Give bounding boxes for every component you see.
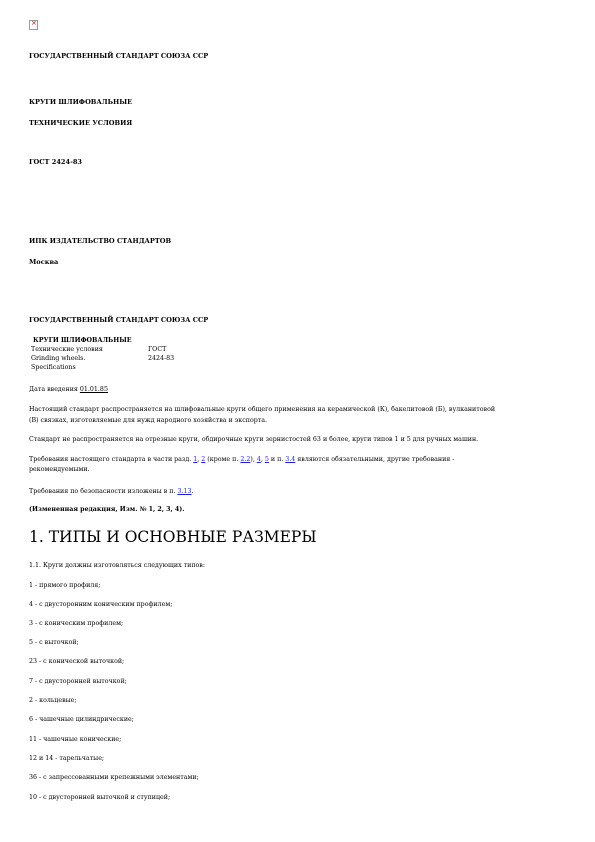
list-item: 23 - с конической выточкой; [29, 658, 125, 665]
intro-paragraph-2: Стандарт не распространяется на отрезные круги, обдирочные круги зернистостей 63 и более, круги типов 1 и 5 для ручных машин. [29, 436, 479, 443]
p3-text-e: и п. [268, 456, 286, 463]
p3-text-a: Требования настоящего стандарта в части разд. [29, 456, 194, 463]
link-section-1[interactable]: 1 [193, 456, 198, 463]
document-subtitle: ТЕХНИЧЕСКИЕ УСЛОВИЯ [29, 119, 133, 127]
title-block-line3-left: Specifications [31, 364, 76, 371]
gost-number: ГОСТ 2424-83 [29, 158, 83, 166]
title-block-name: КРУГИ ШЛИФОВАЛЬНЫЕ [33, 337, 132, 344]
title-block-state-standard: ГОСУДАРСТВЕННЫЙ СТАНДАРТ СОЮЗА ССР [29, 316, 209, 324]
link-section-5[interactable]: 5 [264, 456, 269, 463]
link-clause-3-4[interactable]: 3.4 [285, 456, 296, 463]
city: Москва [29, 258, 59, 266]
list-item: 12 и 14 - тарельчатые; [29, 755, 105, 762]
list-item: 6 - чашечные цилиндрические; [29, 716, 134, 723]
list-item: 10 - с двусторонней выточкой и ступицей; [29, 794, 171, 801]
link-clause-3-13[interactable]: 3.13 [177, 488, 192, 495]
intro-date [29, 386, 108, 394]
document-title: КРУГИ ШЛИФОВАЛЬНЫЕ [29, 98, 133, 106]
section-1-heading: 1. ТИПЫ И ОСНОВНЫЕ РАЗМЕРЫ [29, 528, 317, 546]
p4-text-a: Требования по безопасности изложены в п. [29, 488, 178, 495]
p3-text-c: ), [250, 456, 257, 463]
intro-paragraph-1b: (В) связках, изготовляемые для нужд народного хозяйства и экспорта. [29, 417, 267, 424]
title-block-line1-left: Технические условия [31, 346, 103, 353]
section-1-lead: 1.1. Круги должны изготовляться следующих типов: [29, 562, 205, 569]
intro-paragraph-1: Настоящий стандарт распространяется на шлифовальные круги общего применения на керамической (К), бакелитовой (Б), вулканитовой [29, 406, 496, 413]
title-block-line2-left: Grinding wheels. [31, 355, 86, 362]
list-item: 11 - чашечные конические; [29, 736, 122, 743]
state-standard-header: ГОСУДАРСТВЕННЫЙ СТАНДАРТ СОЮЗА ССР [29, 52, 209, 60]
list-item: 2 - кольцевые; [29, 697, 77, 704]
p3-text-d: , [260, 456, 265, 463]
list-item: 5 - с выточкой; [29, 639, 79, 646]
link-section-2[interactable]: 2 [201, 456, 206, 463]
p3-comma: , [197, 456, 202, 463]
p4-text-b: . [191, 488, 194, 495]
broken-image-icon [29, 20, 38, 30]
list-item: 3 - с коническим профилем; [29, 620, 124, 627]
intro-date-label: Дата введения [29, 386, 80, 393]
title-block-line2-right: 2424-83 [148, 355, 175, 362]
list-item: 1 - прямого профиля; [29, 582, 101, 589]
list-item: 4 - с двусторонним коническим профилем; [29, 601, 173, 608]
p3-text-f: являются обязательными, другие требования - [295, 456, 455, 463]
amendment-note: (Измененная редакция, Изм. № 1, 2, 3, 4). [29, 506, 185, 513]
intro-paragraph-4 [29, 488, 194, 496]
publisher: ИПК ИЗДАТЕЛЬСТВО СТАНДАРТОВ [29, 237, 172, 245]
title-block-line1-right: ГОСТ [148, 346, 167, 353]
list-item: 7 - с двусторонней выточкой; [29, 678, 127, 685]
p3-text-b: (кроме п. [205, 456, 241, 463]
link-section-4[interactable]: 4 [256, 456, 261, 463]
intro-paragraph-3 [29, 456, 454, 464]
intro-date-value: 01.01.85 [79, 386, 108, 393]
link-clause-2-2[interactable]: 2.2 [240, 456, 251, 463]
list-item: 36 - с запрессованными крепежными элементами; [29, 774, 199, 781]
intro-paragraph-3b: рекомендуемыми. [29, 466, 90, 473]
